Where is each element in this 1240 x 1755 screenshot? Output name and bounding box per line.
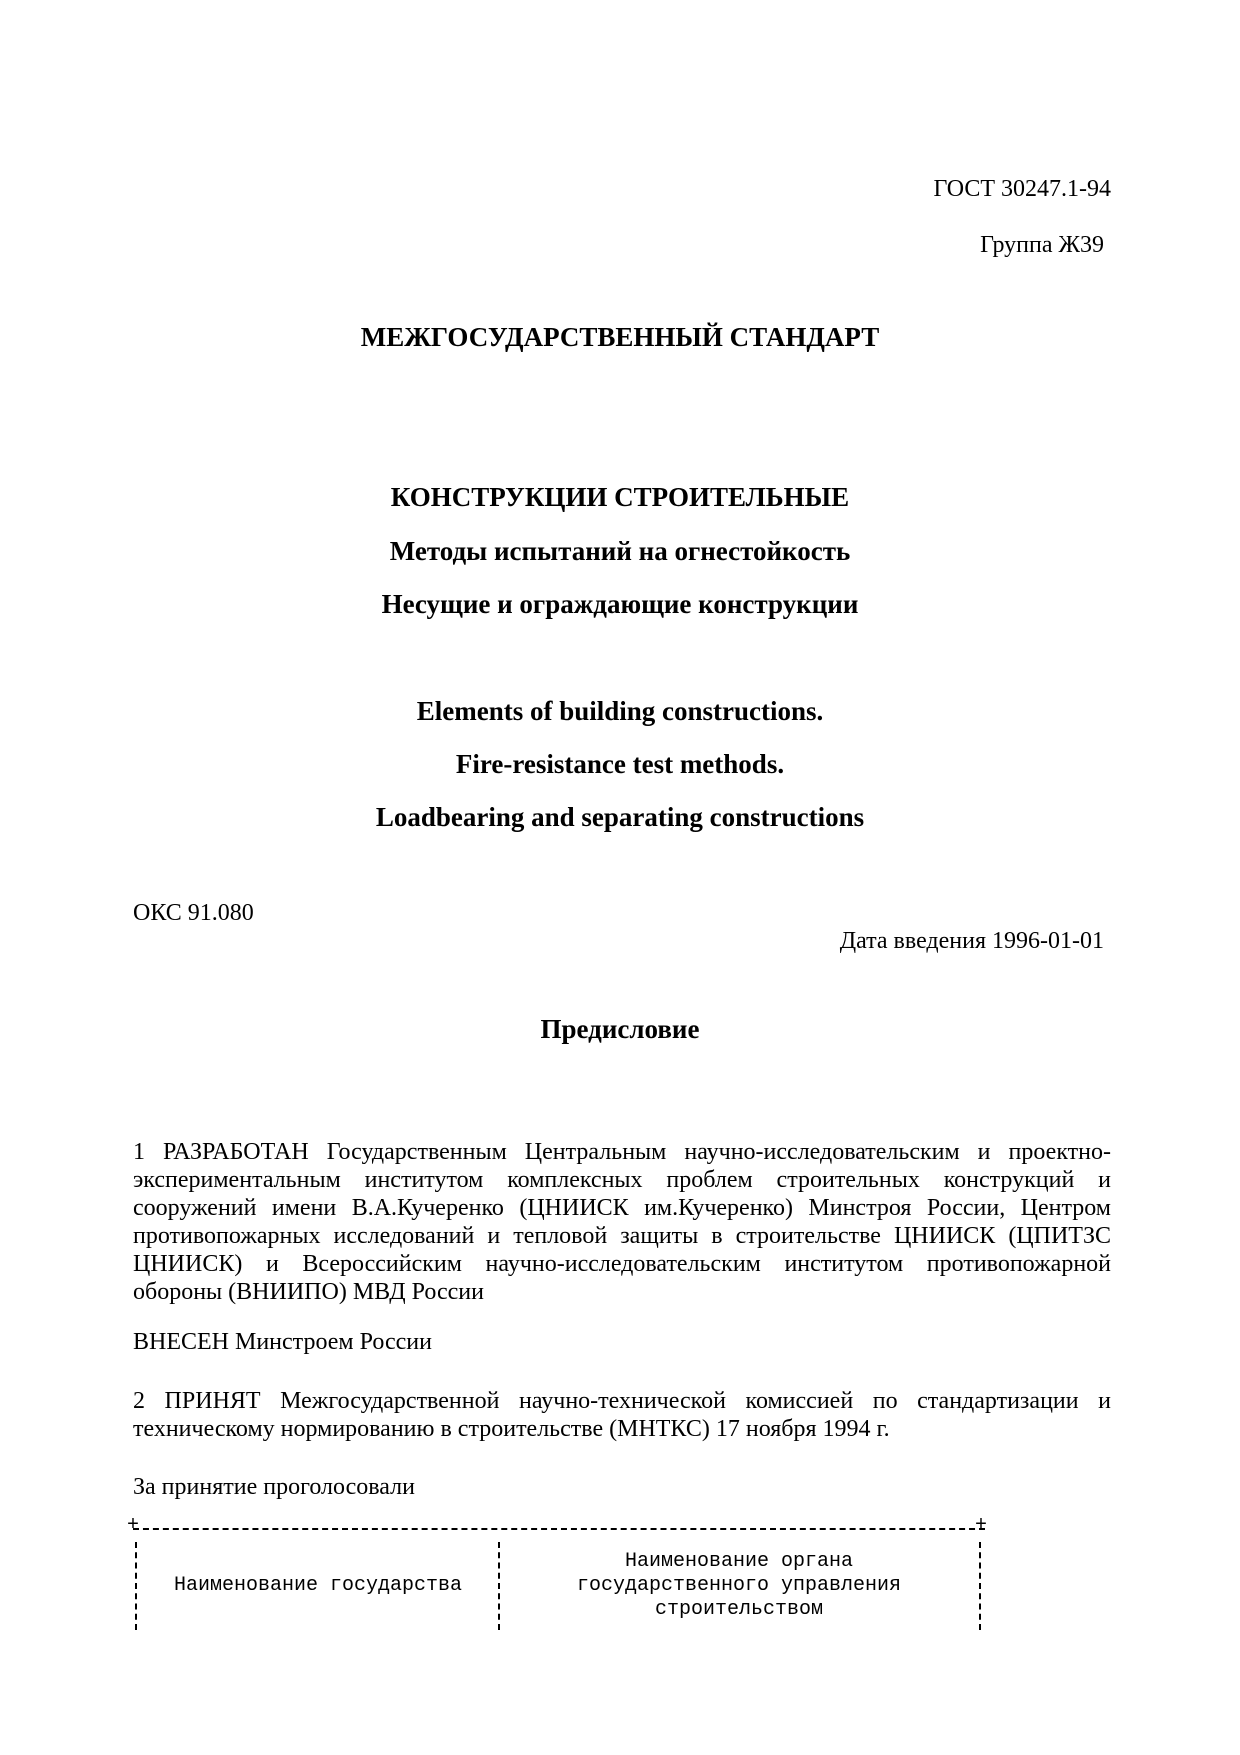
foreword-paragraph-1: 1 РАЗРАБОТАН Государственным Центральным научно-исследовательским и проектно-экспериментальным институтом комплексных проблем строительных конструкций и сооружений имени В.А.Кучеренко (ЦНИИСК им.Кучеренко) Минстроя России, Центром противопожарных исследований и тепловой защиты в строительстве ЦНИИСК (ЦПИТЗС ЦНИИСК) и Всероссийским научно-исследовательским институтом противопожарной обороны (ВНИИПО) МВД России (133, 1139, 1111, 1305)
table-corner-left: + (127, 1514, 140, 1537)
foreword-paragraph-2: ВНЕСЕН Минстроем России (133, 1329, 432, 1355)
table-divider (498, 1542, 500, 1630)
title-ru-line3: Несущие и ограждающие конструкции (381, 589, 859, 619)
title-ru-line1: КОНСТРУКЦИИ СТРОИТЕЛЬНЫЕ (390, 482, 850, 512)
title-en-line1: Elements of building constructions. (416, 696, 824, 726)
table-top-border (133, 1528, 985, 1530)
title-ru-line2: Методы испытаний на огнестойкость (389, 536, 851, 566)
title-en-line2: Fire-resistance test methods. (455, 749, 785, 779)
col-authority-header-line2: государственного управления (576, 1574, 902, 1597)
foreword-paragraph-3: 2 ПРИНЯТ Межгосударственной научно-технической комиссией по стандартизации и техническому нормированию в строительстве (МНТКС) 17 ноября 1994 г. (133, 1388, 1111, 1442)
col-authority-header-line1: Наименование органа (624, 1550, 854, 1573)
col-authority-header-line3: строительством (654, 1598, 824, 1621)
standard-type-heading: МЕЖГОСУДАРСТВЕННЫЙ СТАНДАРТ (360, 322, 880, 352)
oks-code: ОКС 91.080 (133, 900, 254, 926)
vote-table (127, 1514, 988, 1628)
title-en-line3: Loadbearing and separating constructions (375, 802, 865, 832)
gost-number: ГОСТ 30247.1-94 (933, 176, 1111, 202)
foreword-paragraph-4: За принятие проголосовали (133, 1474, 415, 1500)
table-border-right (979, 1542, 981, 1630)
group-label: Группа Ж39 (980, 232, 1104, 258)
table-border-left (135, 1542, 137, 1630)
table-corner-right: + (975, 1514, 988, 1537)
intro-date: Дата введения 1996-01-01 (839, 928, 1104, 954)
foreword-heading: Предисловие (540, 1014, 700, 1044)
col-country-header: Наименование государства (173, 1574, 463, 1597)
